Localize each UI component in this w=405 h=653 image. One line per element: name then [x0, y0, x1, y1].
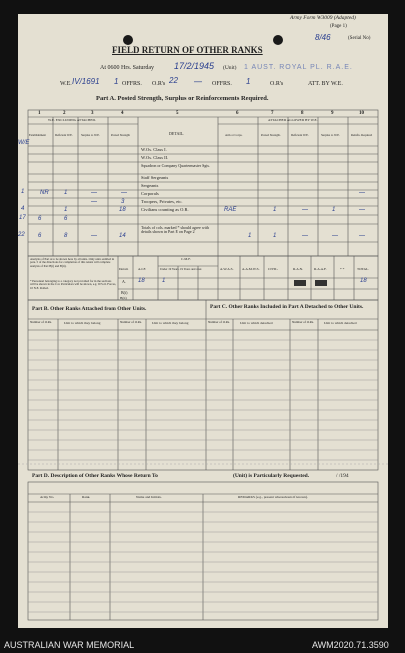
- hw-value: 6: [38, 216, 42, 222]
- hw-value: —: [91, 233, 97, 239]
- header-surplus-we: Surplus to W.E.: [321, 133, 340, 137]
- footer-institution: AUSTRALIAN WAR MEMORIAL: [4, 640, 135, 650]
- hw-value: —: [332, 233, 338, 239]
- detail-row-wo2: W.Os. Class II.: [141, 155, 169, 160]
- analysis-row-bii: B(ii): [120, 296, 127, 300]
- form-id: Army Form W3009 (Adapted): [290, 15, 356, 21]
- hw-value: —: [302, 207, 308, 213]
- part-d-header-remarks: REMARKS (e.g., present whereabouts if known).: [238, 495, 308, 499]
- part-d-header-name: Name and Initials.: [136, 495, 162, 499]
- hw-value: —: [91, 190, 97, 196]
- ors-label: O.R's: [152, 81, 166, 87]
- hw-value: 1: [248, 233, 252, 239]
- analysis-row-a: A.: [122, 279, 126, 284]
- part-c-title: Part C. Other Ranks Included in Part A Detached to Other Units.: [210, 304, 364, 310]
- serial-handwritten: 8/46: [315, 33, 331, 42]
- hw-value: 8: [64, 233, 68, 239]
- hw-value: NR: [40, 190, 49, 196]
- detail-row-totals: Totals of cols. marked * should agree with details shown in Part E on Page 2: [141, 225, 209, 234]
- archive-footer: [0, 638, 405, 653]
- unit-label: (Unit): [223, 65, 237, 71]
- at-line-date: 17/2/1945: [174, 61, 215, 71]
- form-title: FIELD RETURN OF OTHER RANKS: [112, 45, 263, 55]
- personnel-note: * Personnel belonging to a category not provided for in the sections will be shown in the Col. Particulars will be shown, e.g. W.S.O. Forces, 10 N.E. Rolled.: [30, 279, 116, 290]
- part-d-date: / /194: [336, 473, 349, 479]
- margin-note-1: 1: [21, 189, 25, 195]
- analysis-header-total: TOTAL.: [357, 267, 370, 271]
- detail-row-sgt: Sergeants: [141, 183, 159, 188]
- hw-value: 1: [332, 207, 336, 213]
- analysis-header-aamws: A.A.M.W.S.: [242, 267, 260, 271]
- ors-value: 22: [169, 76, 178, 85]
- header-establishment: Establishment: [29, 133, 46, 137]
- attached-allowed: ATTACHED ALLOWED BY W.E.: [268, 118, 318, 122]
- analysis-header-civil: CIVIL.: [268, 267, 279, 271]
- analysis-note: Analysis of Part A to be shown here by all units. Only units entitled in para. 5 of the directions for completion of this return will complete analysis of Part B(i) and B(ii).: [30, 257, 115, 268]
- form-page: (Page 1): [330, 24, 347, 29]
- part-b-title: Part B. Other Ranks Attached from Other Units.: [32, 306, 147, 312]
- detail-row-ptes: Troopers, Privates, etc.: [141, 199, 183, 204]
- hw-value: 6: [38, 233, 42, 239]
- part-c-header-unit: Unit to which detached: [240, 321, 273, 325]
- analysis-value-aif: 18: [138, 278, 145, 284]
- header-posted-strength: Posted Strength.: [261, 133, 281, 137]
- analysis-header-ran: R.A.N.: [293, 267, 304, 271]
- col-number-3: 3: [91, 111, 94, 116]
- analysis-value-total: 18: [360, 278, 367, 284]
- analysis-header-aif: A.I.F.: [138, 267, 146, 271]
- col-number-7: 7: [271, 111, 274, 116]
- header-surplus: Surplus to W.E.: [81, 133, 100, 137]
- part-d-title: Part D. Description of Other Ranks Whose Return To: [32, 473, 158, 479]
- hw-value: 1: [273, 207, 277, 213]
- hw-value: 3: [121, 199, 125, 205]
- analysis-header-raaf: R.A.A.F.: [314, 267, 327, 271]
- ors2-label: O.R's: [270, 81, 284, 87]
- header-deficient-we: Deficient W.E.: [291, 133, 309, 137]
- analysis-header-cmf: C.M.F.: [181, 257, 191, 261]
- part-c-header-unit2: Unit to which detached: [324, 321, 357, 325]
- hw-value: 1: [64, 207, 68, 213]
- hw-value: —: [302, 233, 308, 239]
- offrs-value: 1: [114, 77, 119, 86]
- col-number-6: 6: [236, 111, 239, 116]
- form-sheet: [18, 14, 388, 628]
- hw-value: —: [359, 207, 365, 213]
- detail-row-civilians: Civilians counting as O.R.: [141, 207, 189, 212]
- att-label: ATT. BY W.E.: [308, 81, 343, 87]
- analysis-value-cmf: 1: [162, 278, 166, 284]
- header-arm-corps: Arm or Corps.: [225, 133, 243, 137]
- margin-note-we: W/E: [18, 140, 30, 146]
- analysis-header-awas: A.W.A.S.: [220, 267, 234, 271]
- detail-header: DETAIL.: [169, 131, 185, 136]
- hw-value: —: [91, 199, 97, 205]
- part-c-header-num2: Number of O.Rs.: [292, 320, 314, 324]
- margin-note-22: 22: [18, 232, 25, 238]
- analysis-row-bi: B(i): [121, 290, 128, 295]
- hw-value: 18: [119, 207, 126, 213]
- offrs2-value: —: [194, 77, 202, 86]
- hw-value: 1: [273, 233, 277, 239]
- hw-value: 1: [64, 190, 68, 196]
- col-number-2: 2: [63, 111, 66, 116]
- col-number-1: 1: [38, 111, 41, 116]
- col-number-9: 9: [331, 111, 334, 116]
- hw-value: RAE: [224, 207, 237, 213]
- we-value: IV/1691: [72, 77, 100, 86]
- col-number-5: 5: [176, 111, 179, 116]
- offrs-label: OFFRS.: [122, 81, 142, 87]
- part-c-header-num: Number of O.Rs.: [208, 320, 230, 324]
- we-excluding-attached: W.E. EXCLUDING ATTACHED.: [48, 118, 96, 122]
- ors2-value: 1: [246, 77, 251, 86]
- detail-row-wo1: W.Os. Class I.: [141, 147, 167, 152]
- we-label: W.E.: [60, 81, 72, 87]
- detail-row-cpl: Corporals: [141, 191, 159, 196]
- unit-stamp: 1 AUST. ROYAL PL. R.A.E.: [244, 64, 353, 71]
- offrs2-label: OFFRS.: [212, 81, 232, 87]
- col-number-4: 4: [121, 111, 124, 116]
- header-deficient: Deficient W.E.: [55, 133, 73, 137]
- analysis-header-over19: 19 Years and over.: [180, 267, 203, 271]
- part-b-header-unit2: Unit to which they belong: [152, 321, 189, 325]
- part-d-header-rank: Rank.: [82, 495, 91, 499]
- hw-value: —: [359, 190, 365, 196]
- serial-label: (Serial No): [348, 36, 371, 41]
- detail-row-ssgt: Staff Sergeants: [141, 175, 169, 180]
- part-b-header-num: Number of O.Rs.: [30, 320, 52, 324]
- part-b-header-unit: Unit to which they belong: [64, 321, 101, 325]
- analysis-header-other: * *: [340, 267, 345, 271]
- analysis-header-under19: Under 19 Years.: [160, 267, 180, 271]
- analysis-header-detail: Detail.: [119, 267, 129, 271]
- margin-note-17: 17: [19, 215, 26, 221]
- hw-value: —: [121, 190, 127, 196]
- footer-accession: AWM2020.71.3590: [312, 640, 389, 650]
- detail-row-cqms: Squadron or Company Quartermaster Sgts.: [141, 163, 210, 168]
- part-d-header-army-no: Army No.: [40, 495, 55, 499]
- part-d-unit: (Unit) is Particularly Requested.: [233, 473, 310, 479]
- col-number-10: 10: [359, 111, 364, 116]
- hw-value: —: [359, 233, 365, 239]
- part-b-header-num2: Number of O.Rs.: [120, 320, 142, 324]
- at-line-prefix: At 0600 Hrs. Saturday: [100, 65, 154, 71]
- header-posted: Posted Strength: [111, 133, 130, 137]
- part-a-title: Part A. Posted Strength, Surplus or Reinforcements Required.: [96, 95, 269, 102]
- col-number-8: 8: [301, 111, 304, 116]
- header-reinfts: Reinfts. Required: [351, 133, 373, 137]
- margin-note-4: 4: [21, 206, 25, 212]
- hw-value: 14: [119, 233, 126, 239]
- hw-value: 6: [64, 216, 68, 222]
